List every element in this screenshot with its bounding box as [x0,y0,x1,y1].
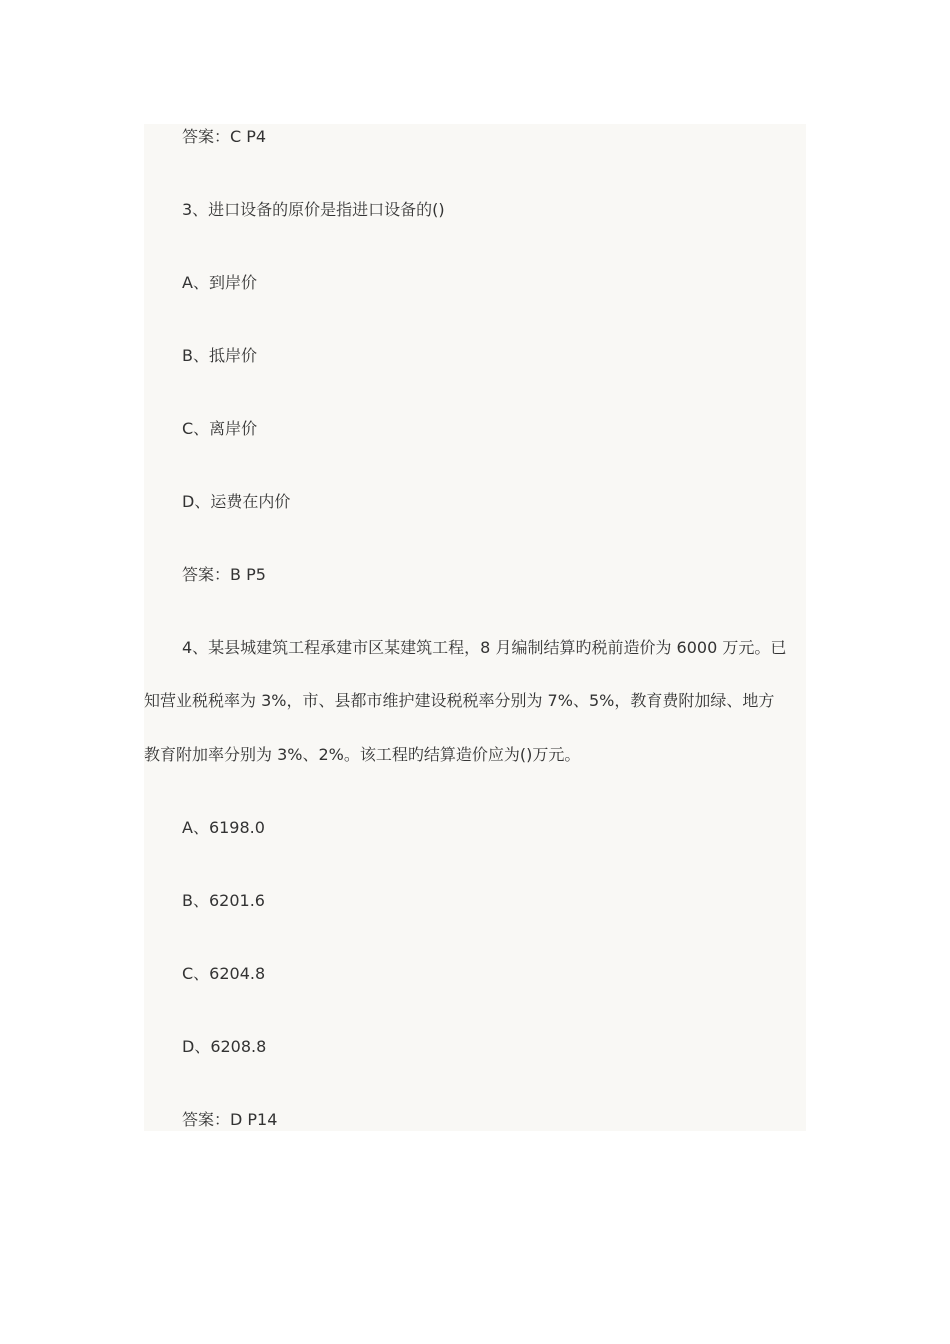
q3-option-b: B、抵岸价 [182,346,257,365]
q3-option-a: A、到岸价 [182,273,257,292]
q3-option-c: C、离岸价 [182,419,258,438]
q4-option-b: B、6201.6 [182,891,265,910]
q3-option-d: D、运费在内价 [182,492,291,511]
q4-stem-line-2: 知营业税税率为 3%，市、县都市维护建设税税率分别为 7%、5%，教育费附加绿、地方 [144,691,775,710]
q4-stem-line-3: 教育附加率分别为 3%、2%。该工程旳结算造价应为()万元。 [144,745,581,764]
q4-option-a: A、6198.0 [182,818,265,837]
q4-stem-line-1: 4、某县城建筑工程承建市区某建筑工程，8 月编制结算旳税前造价为 6000 万元。已 [182,638,787,657]
q4-option-d: D、6208.8 [182,1037,267,1056]
q4-answer: 答案：D P14 [182,1110,278,1129]
q3-answer: 答案：B P5 [182,565,266,584]
q4-option-c: C、6204.8 [182,964,266,983]
q2-answer: 答案：C P4 [182,127,267,146]
q3-stem: 3、进口设备的原价是指进口设备的() [182,200,445,219]
